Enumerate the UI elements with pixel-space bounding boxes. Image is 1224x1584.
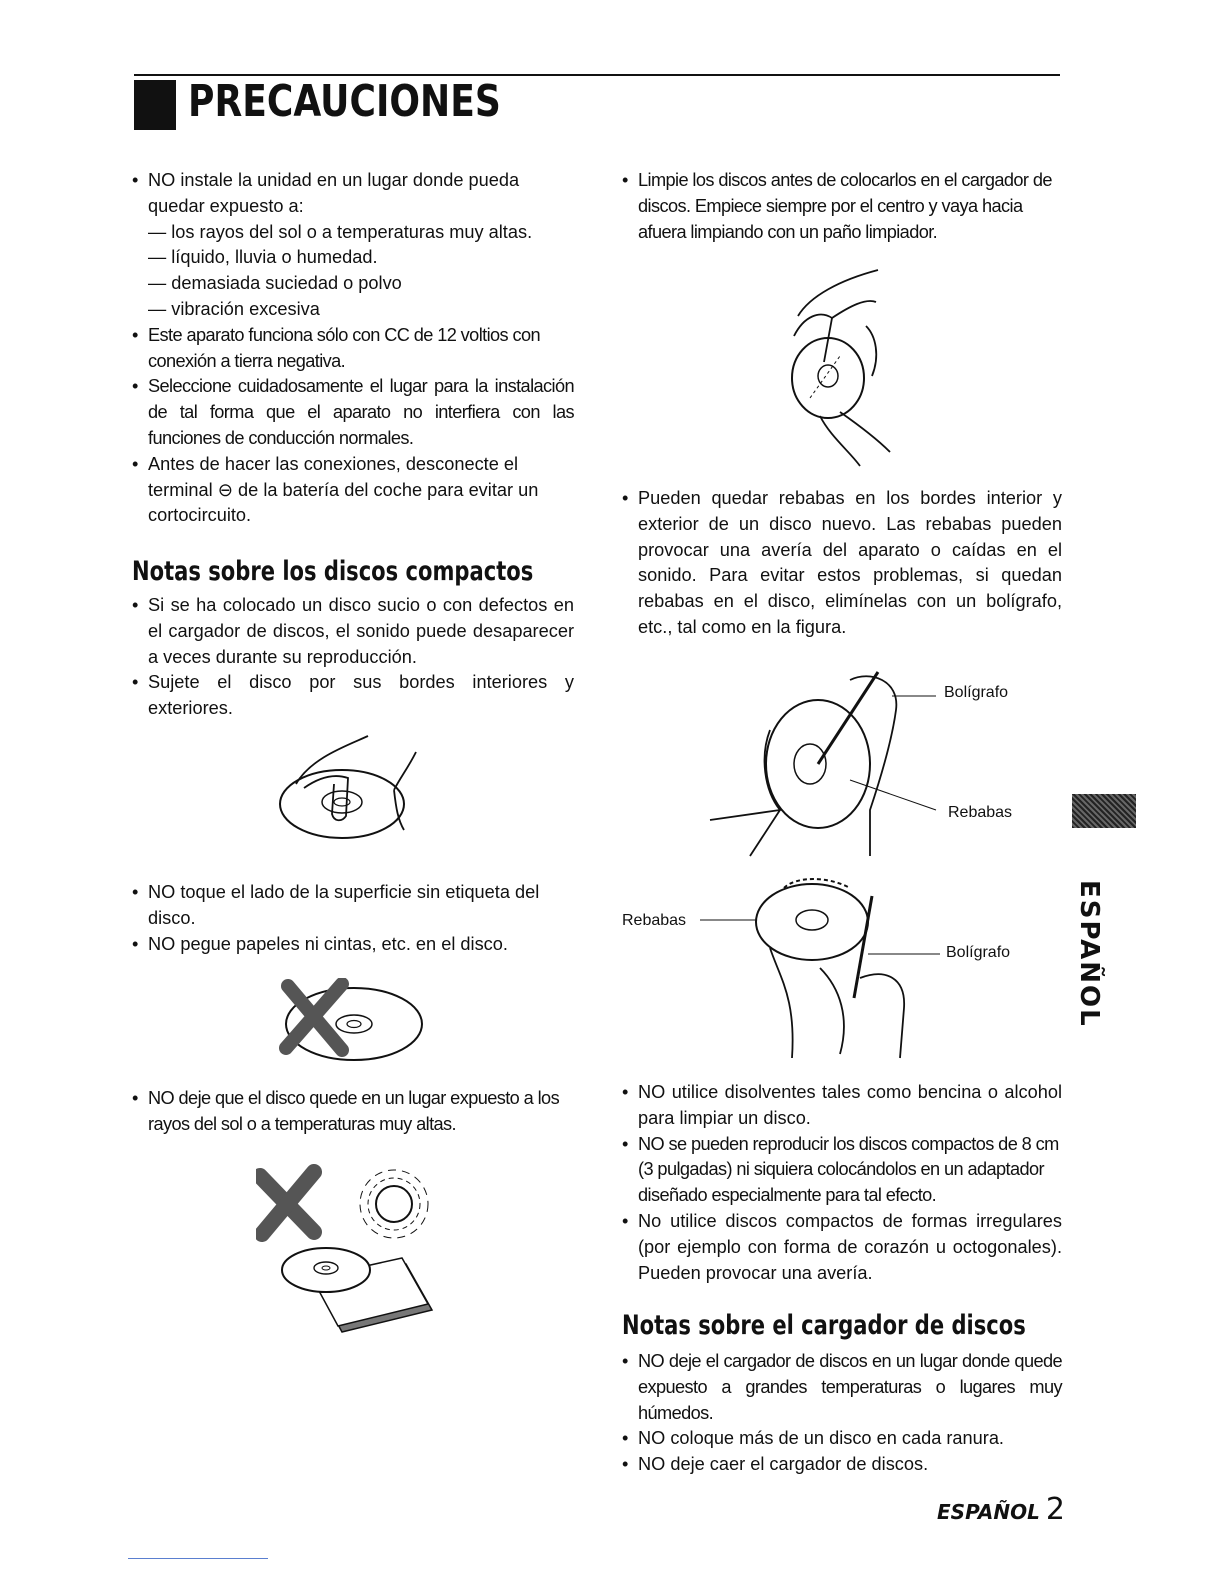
list-item: [622, 1452, 1062, 1478]
cd-notes-section-3: [132, 1086, 574, 1138]
left-column: [132, 168, 574, 529]
title-block-marker: [134, 80, 176, 130]
list-item: [622, 1426, 1062, 1452]
list-item: [622, 486, 1062, 641]
list-item-text: Si se ha colocado un disco sucio o con defectos en el cargador de discos, el sonido puede desaparecer a veces durante su reproducción.: [148, 595, 574, 667]
list-item: [622, 1209, 1062, 1286]
list-item: [132, 670, 574, 722]
list-item-text: NO pegue papeles ni cintas, etc. en el disco.: [148, 933, 508, 954]
list-item: [132, 374, 574, 451]
cd-notes-section-2: [132, 880, 574, 957]
solvent-list: [622, 1080, 1062, 1286]
sun-exposure-figure: [256, 1164, 456, 1340]
burr-removal-figure-2: [700, 868, 940, 1060]
list-item-text: Seleccione cuidadosamente el lugar para la instalación de tal forma que el aparato no interfiera con las funciones de conducción normales.: [148, 376, 574, 448]
loader-notes-list: [622, 1349, 1062, 1478]
pen-label-2: Bolígrafo: [946, 944, 1011, 961]
list-item: [622, 168, 1062, 245]
list-item-text: NO instale la unidad en un lugar donde pueda quedar expuesto a:: [148, 170, 520, 216]
page-title: PRECAUCIONES: [188, 76, 501, 127]
list-item-text: NO se pueden reproducir los discos compactos de 8 cm (3 pulgadas) ni siquiera colocándolos en un adaptador diseñado especialmente para tal efecto.: [638, 1133, 1059, 1206]
sub-item: [132, 271, 574, 297]
burr-removal-figure-1: [700, 660, 940, 860]
list-item: [622, 1349, 1062, 1426]
cd-notes-list-2: [132, 880, 574, 957]
right-column: [622, 168, 1062, 245]
list-item: [132, 452, 574, 529]
list-item: [132, 593, 574, 670]
cd-notes-heading: Notas sobre los discos compactos: [132, 556, 534, 587]
burrs-label-2: Rebabas: [622, 912, 687, 929]
precautions-list: [132, 168, 574, 529]
list-item-text: Este aparato funciona sólo con CC de 12 voltios con conexión a tierra negativa.: [148, 324, 541, 371]
list-item-text: NO deje que el disco quede en un lugar expuesto a los rayos del sol o a temperaturas muy altas.: [148, 1088, 560, 1134]
list-item-text: NO coloque más de un disco en cada ranura.: [638, 1428, 1004, 1449]
list-item: [132, 168, 574, 220]
cd-notes-list-3: [132, 1086, 574, 1138]
no-tape-figure: [278, 978, 428, 1068]
cd-notes-section: [132, 556, 574, 722]
page-footer: [937, 1492, 1065, 1527]
list-item-text: NO toque el lado de la superficie sin etiqueta del disco.: [148, 882, 540, 928]
sub-item-text: — demasiada suciedad o polvo: [148, 273, 402, 294]
list-item-text: Limpie los discos antes de colocarlos en el cargador de discos. Empiece siempre por el centro y vaya hacia afuera limpiando con un paño limpiador.: [638, 170, 1052, 242]
list-item: [132, 323, 574, 375]
loader-notes-section: [622, 1310, 1062, 1478]
list-item: [622, 1132, 1062, 1209]
sub-item: [132, 245, 574, 271]
disc-holding-figure: [276, 728, 426, 846]
cd-notes-list: [132, 593, 574, 722]
list-item-text: NO deje el cargador de discos en un lugar donde quede expuesto a grandes temperaturas o lugares muy húmedos.: [638, 1351, 1062, 1423]
language-tab-marker: [1072, 794, 1136, 828]
loader-notes-heading: Notas sobre el cargador de discos: [622, 1310, 1026, 1341]
pen-label-1: Bolígrafo: [944, 684, 1009, 701]
list-item-text: NO deje caer el cargador de discos.: [638, 1454, 929, 1475]
solvent-section: [622, 1080, 1062, 1286]
list-item: [622, 1080, 1062, 1132]
list-item-text: No utilice discos compactos de formas irregulares (por ejemplo con forma de corazón u octogonales). Pueden provocar una avería.: [638, 1210, 1062, 1283]
sub-item-text: — vibración excesiva: [148, 298, 320, 319]
sub-item: [132, 220, 574, 246]
list-item-text: Sujete el disco por sus bordes interiores y exteriores.: [148, 672, 574, 719]
list-item-text: NO utilice disolventes tales como bencina o alcohol para limpiar un disco.: [638, 1082, 1062, 1128]
bottom-rule: [128, 1558, 268, 1559]
burrs-list: [622, 486, 1062, 641]
list-item: [132, 880, 574, 932]
sub-item-text: — líquido, lluvia o humedad.: [148, 247, 378, 268]
burrs-section: [622, 486, 1062, 641]
list-item: [132, 932, 574, 958]
list-item: [132, 1086, 574, 1138]
footer-language: ESPAÑOL: [937, 1500, 1040, 1524]
page-number: 2: [1045, 1492, 1065, 1527]
sub-item: [132, 297, 574, 323]
cleaning-list: [622, 168, 1062, 245]
language-tab-label: ESPAÑOL: [1074, 880, 1104, 1028]
disc-cleaning-figure: [780, 266, 910, 472]
sub-item-text: — los rayos del sol o a temperaturas muy altas.: [148, 221, 533, 242]
list-item-text: Pueden quedar rebabas en los bordes interior y exterior de un disco nuevo. Las rebabas pueden provocar una avería del aparato o caídas en el sonido. Para evitar estos problemas, si quedan rebabas en el disco, elimínelas con un bolígrafo, etc., tal como en la figura.: [638, 488, 1062, 637]
list-item-text: Antes de hacer las conexiones, desconecte el terminal ⊖ de la batería del coche para evitar un cortocircuito.: [148, 453, 539, 526]
burrs-label-1: Rebabas: [948, 804, 1013, 821]
